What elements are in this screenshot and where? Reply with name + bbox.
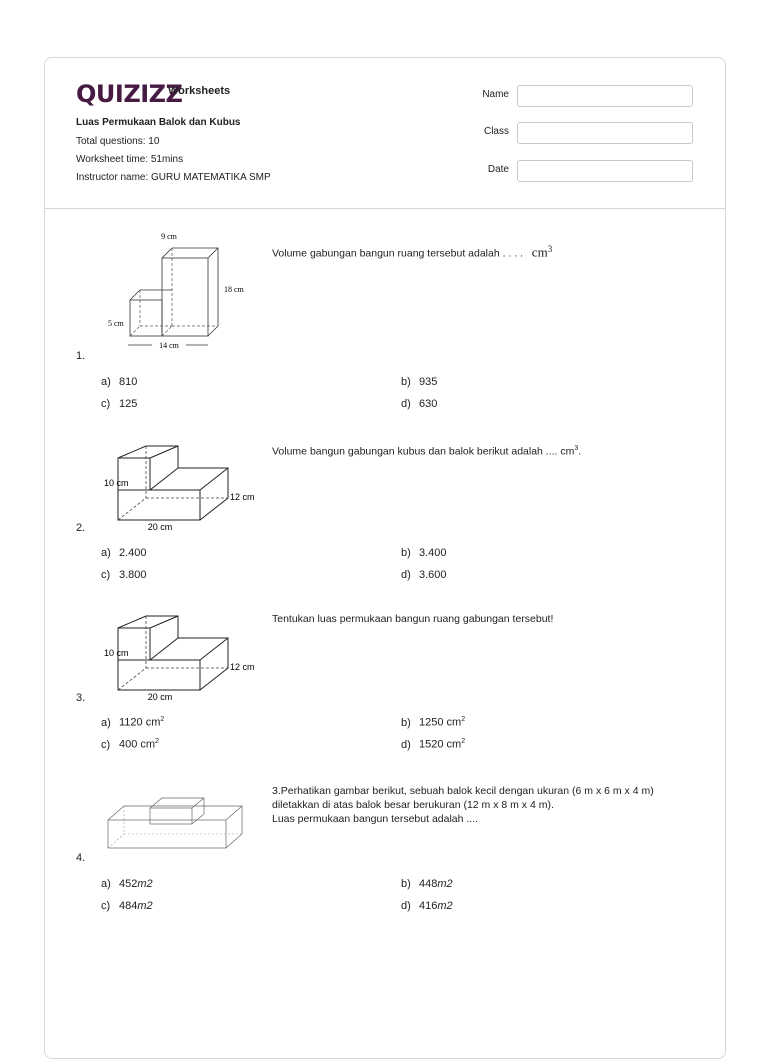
quizizz-logo: QUIZIZZ xyxy=(76,80,183,108)
question-unit-sup: 3 xyxy=(547,244,553,254)
option-unit: m2 xyxy=(437,878,453,890)
question-text: 3.Perhatikan gambar berikut, sebuah balok kecil dengan ukuran (6 m x 6 m x 4 m) diletakkan di atas balok besar berukuran (12 m x 8 m x 4 m). Luas permukaan bangun tersebut adalah .... xyxy=(272,785,654,825)
fig1-label-top: 9 cm xyxy=(161,232,177,241)
option-c[interactable] xyxy=(101,398,137,410)
option-sup: 2 xyxy=(155,738,159,745)
option-text: 3.600 xyxy=(419,569,447,581)
class-field[interactable] xyxy=(517,122,693,144)
option-d[interactable] xyxy=(401,738,465,751)
question-number: 1. xyxy=(76,350,86,362)
question-text: Tentukan luas permukaan bangun ruang gabungan tersebut! xyxy=(272,613,554,625)
question-number: 4. xyxy=(76,852,86,864)
fig1-label-left: 5 cm xyxy=(108,319,124,328)
option-text: 1520 cm xyxy=(419,738,462,751)
option-b[interactable] xyxy=(401,547,447,559)
option-text: 810 xyxy=(119,376,138,388)
fig3-label-left: 10 cm xyxy=(104,648,129,658)
option-text: 3.400 xyxy=(419,547,447,559)
option-letter: b) xyxy=(401,376,411,388)
option-letter: a) xyxy=(101,878,111,890)
option-text: 1250 cm xyxy=(419,716,462,729)
fig3-label-right: 12 cm xyxy=(230,662,255,672)
option-text: 448 xyxy=(419,878,438,890)
option-letter: b) xyxy=(401,716,411,729)
option-a[interactable] xyxy=(101,547,147,559)
option-sup: 2 xyxy=(461,738,466,745)
option-unit: m2 xyxy=(137,900,153,912)
option-a[interactable] xyxy=(101,376,137,388)
option-c[interactable] xyxy=(101,569,147,581)
instructor-name: Instructor name: GURU MATEMATIKA SMP xyxy=(76,172,271,183)
option-sup: 2 xyxy=(160,716,165,723)
option-a[interactable] xyxy=(101,878,153,890)
option-unit: m2 xyxy=(137,878,153,890)
question-text xyxy=(272,442,702,459)
option-d[interactable] xyxy=(401,569,447,581)
option-letter: c) xyxy=(101,900,111,912)
fig2-label-bottom: 20 cm xyxy=(147,522,173,530)
question-1-figure xyxy=(100,230,260,350)
option-text: 400 cm xyxy=(119,738,156,751)
fig3-label-bottom: 20 cm xyxy=(147,692,173,700)
option-letter: a) xyxy=(101,716,111,729)
option-b[interactable] xyxy=(401,716,465,729)
option-text: 484 xyxy=(119,900,138,912)
name-label: Name xyxy=(482,89,509,100)
option-letter: c) xyxy=(101,738,111,751)
option-d[interactable] xyxy=(401,900,453,912)
option-letter: b) xyxy=(401,878,411,890)
question-3-figure xyxy=(100,608,260,700)
option-letter: d) xyxy=(401,900,411,912)
option-text: 1120 cm xyxy=(119,716,161,729)
option-text: 125 xyxy=(119,398,138,410)
option-letter: a) xyxy=(101,547,111,559)
fig2-label-right: 12 cm xyxy=(230,492,255,502)
option-text: 3.800 xyxy=(119,569,147,581)
worksheet-time: Worksheet time: 51mins xyxy=(76,154,184,165)
option-letter: c) xyxy=(101,398,111,410)
date-label: Date xyxy=(487,164,509,175)
date-field[interactable] xyxy=(517,160,693,182)
question-2-figure xyxy=(100,438,260,530)
option-letter: d) xyxy=(401,738,411,751)
option-text: 2.400 xyxy=(119,547,147,559)
logo-subtitle: Worksheets xyxy=(168,85,231,97)
question-unit-sup: 3 xyxy=(574,445,579,452)
fig1-label-bottom: 14 cm xyxy=(159,341,179,350)
question-4-figure xyxy=(100,790,260,860)
option-c[interactable] xyxy=(101,900,153,912)
question-number: 2. xyxy=(76,522,86,534)
fig1-label-right: 18 cm xyxy=(224,285,244,294)
question-text-tail: . xyxy=(578,445,582,458)
fig2-label-left: 10 cm xyxy=(104,478,129,488)
option-letter: b) xyxy=(401,547,411,559)
option-letter: d) xyxy=(401,398,411,410)
name-field[interactable] xyxy=(517,85,693,107)
option-a[interactable] xyxy=(101,716,164,729)
worksheet-card xyxy=(44,57,726,1059)
option-letter: a) xyxy=(101,376,111,388)
option-unit: m2 xyxy=(437,900,453,912)
option-text: 630 xyxy=(419,398,438,410)
option-b[interactable] xyxy=(401,376,437,388)
worksheet-title: Luas Permukaan Balok dan Kubus xyxy=(76,117,241,128)
question-text-body: Volume bangun gabungan kubus dan balok berikut adalah .... cm xyxy=(272,445,575,458)
question-text xyxy=(272,242,702,261)
option-letter: d) xyxy=(401,569,411,581)
question-text-body: Volume gabungan bangun ruang tersebut adalah . . . . xyxy=(272,247,524,260)
option-letter: c) xyxy=(101,569,111,581)
option-d[interactable] xyxy=(401,398,437,410)
option-b[interactable] xyxy=(401,878,453,890)
question-number: 3. xyxy=(76,692,86,704)
option-text: 935 xyxy=(419,376,438,388)
option-text: 452 xyxy=(119,878,138,890)
option-text: 416 xyxy=(419,900,438,912)
total-questions: Total questions: 10 xyxy=(76,136,160,147)
question-unit: cm xyxy=(531,244,548,260)
option-sup: 2 xyxy=(461,716,466,723)
class-label: Class xyxy=(483,126,509,137)
worksheet-header xyxy=(45,58,725,209)
option-c[interactable] xyxy=(101,738,159,751)
